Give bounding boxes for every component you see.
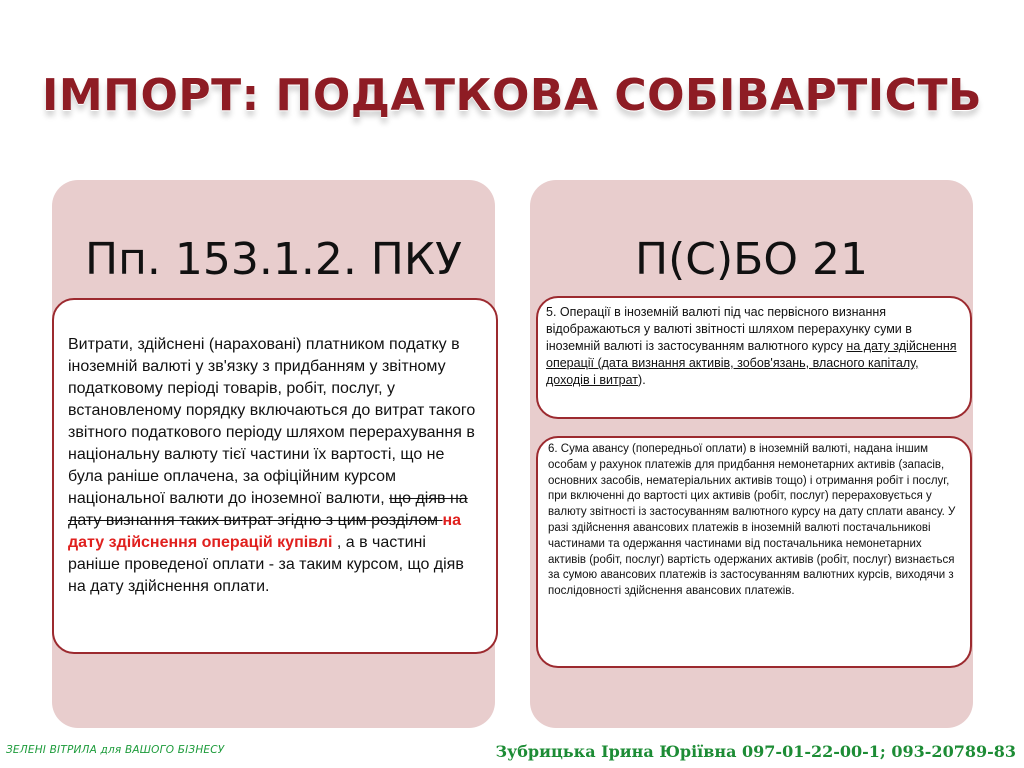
paragraph-5-text-part-2: ).: [638, 373, 646, 387]
tax-code-text-card: [52, 298, 498, 654]
highlighted-text: на дату здійснення операцій купівлі: [68, 512, 462, 551]
standard-paragraph-6-card: [536, 436, 972, 668]
footer-contact: Зубрицька Ірина Юріївна 097-01-22-00-1; 093-20789-83: [495, 742, 1016, 761]
paragraph-5-underlined-text: на дату здійснення операції (дата визнання активів, зобов'язань, власного капіталу, доходів і витрат: [546, 339, 957, 387]
standard-paragraph-5-card: [536, 296, 972, 419]
paragraph-5-text-part-1: 5. Операції в іноземній валюті під час первісного визнання відображаються у валюті звітності шляхом перерахунку суми в іноземній валюті із застосуванням валютного курсу: [546, 305, 912, 353]
tax-code-text-part-2: , а в частині раніше проведеної оплати - за таким курсом, що діяв на дату здійснення оплати.: [68, 534, 464, 595]
paragraph-6-text: 6. Сума авансу (попередньої оплати) в іноземній валюті, надана іншим особам у рахунок платежів для придбання немонетарних активів (запасів, основних засобів, нематеріальних активів тощо) і отримання робіт і послуг, при включенні до вартості цих активів (робіт, послуг) перераховується у валюту звітності із застосуванням валютного курсу на дату сплати авансу. У разі здійснення авансових платежів в іноземній валюті постачальникові частинами та одержання частинами від постачальника немонетарних активів (робіт, послуг) вартість одержаних активів (робіт, послуг) визнається за сумою авансових платежів із застосуванням валютних курсів, виходячи з послідовності здійснення авансових платежів.: [548, 443, 956, 598]
struck-text: що діяв на дату визнання таких витрат згідно з цим розділом: [68, 490, 468, 529]
slide-title: ІМПОРТ: ПОДАТКОВА СОБІВАРТІСТЬ: [42, 70, 982, 121]
footer-brand-slogan: ЗЕЛЕНІ ВІТРИЛА для ВАШОГО БІЗНЕСУ: [6, 744, 225, 756]
tax-code-text-part-1: Витрати, здійснені (нараховані) платником податку в іноземній валюті у зв'язку з придбанням у звітному податковому періоді товарів, робіт, послуг, у встановленому порядку включаються до витрат такого звітного податкового періоду шляхом перерахування в національну валюту тієї частини їх вартості, що не була раніше оплачена, за офіційним курсом національної валюти до іноземної валюти,: [68, 336, 476, 507]
right-panel-heading: П(С)БО 21: [635, 234, 868, 285]
left-panel-heading: Пп. 153.1.2. ПКУ: [85, 234, 462, 285]
